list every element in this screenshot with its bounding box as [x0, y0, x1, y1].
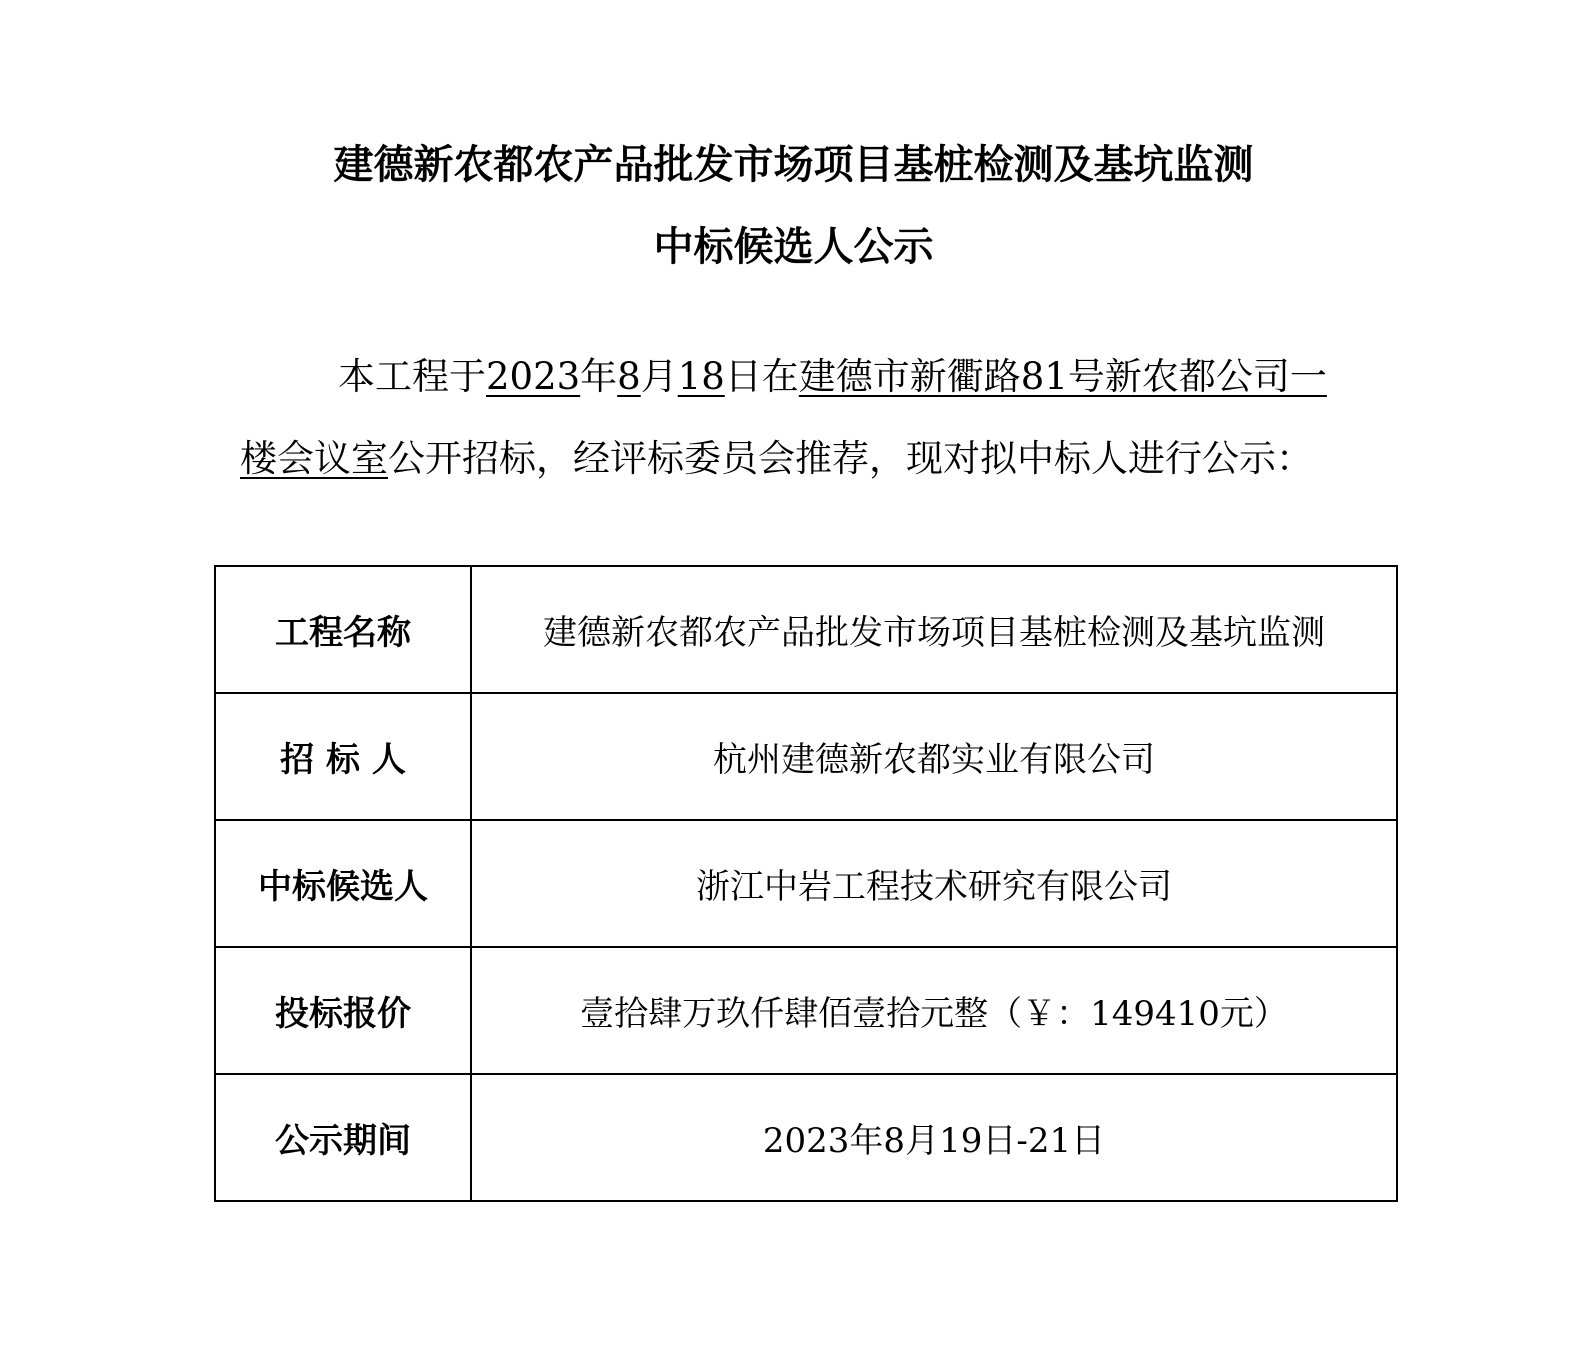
row-label-project-name: 工程名称: [215, 566, 471, 693]
intro-paragraph: [240, 336, 1340, 500]
row-value-candidate: 浙江中岩工程技术研究有限公司: [471, 820, 1397, 947]
row-label-bid-price: 投标报价: [215, 947, 471, 1074]
document-title-line2: 中标候选人公示: [653, 224, 934, 270]
intro-year: 2023: [486, 355, 581, 398]
table-row: [215, 820, 1397, 947]
row-value-publicity-period: 2023年8月19日-21日: [471, 1074, 1397, 1201]
row-label-candidate: 中标候选人: [215, 820, 471, 947]
row-value-tenderer: 杭州建德新农都实业有限公司: [471, 693, 1397, 820]
intro-month: 8: [617, 355, 641, 398]
intro-text-5: 公开招标，经评标委员会推荐，现对拟中标人进行公示：: [388, 437, 1313, 480]
table-row: [215, 566, 1397, 693]
document-title-line1: 建德新农都农产品批发市场项目基桩检测及基坑监测: [333, 142, 1254, 188]
row-label-publicity-period: 公示期间: [215, 1074, 471, 1201]
row-value-project-name: 建德新农都农产品批发市场项目基桩检测及基坑监测: [471, 566, 1397, 693]
row-value-bid-price: 壹拾肆万玖仟肆佰壹拾元整（￥：149410元）: [471, 947, 1397, 1074]
award-info-table: [214, 565, 1398, 1202]
intro-text-4: 日在: [724, 355, 799, 398]
intro-text-3: 月: [640, 355, 678, 398]
intro-text-2: 年: [580, 355, 618, 398]
intro-text-1: 本工程于: [338, 355, 486, 398]
row-label-tenderer: 招 标 人: [215, 693, 471, 820]
table-row: [215, 1074, 1397, 1201]
table-row: [215, 693, 1397, 820]
intro-day: 18: [677, 355, 725, 398]
table-row: [215, 947, 1397, 1074]
intro-location: 建德市新衢路81号新农都公司一楼会议室: [240, 355, 1327, 480]
